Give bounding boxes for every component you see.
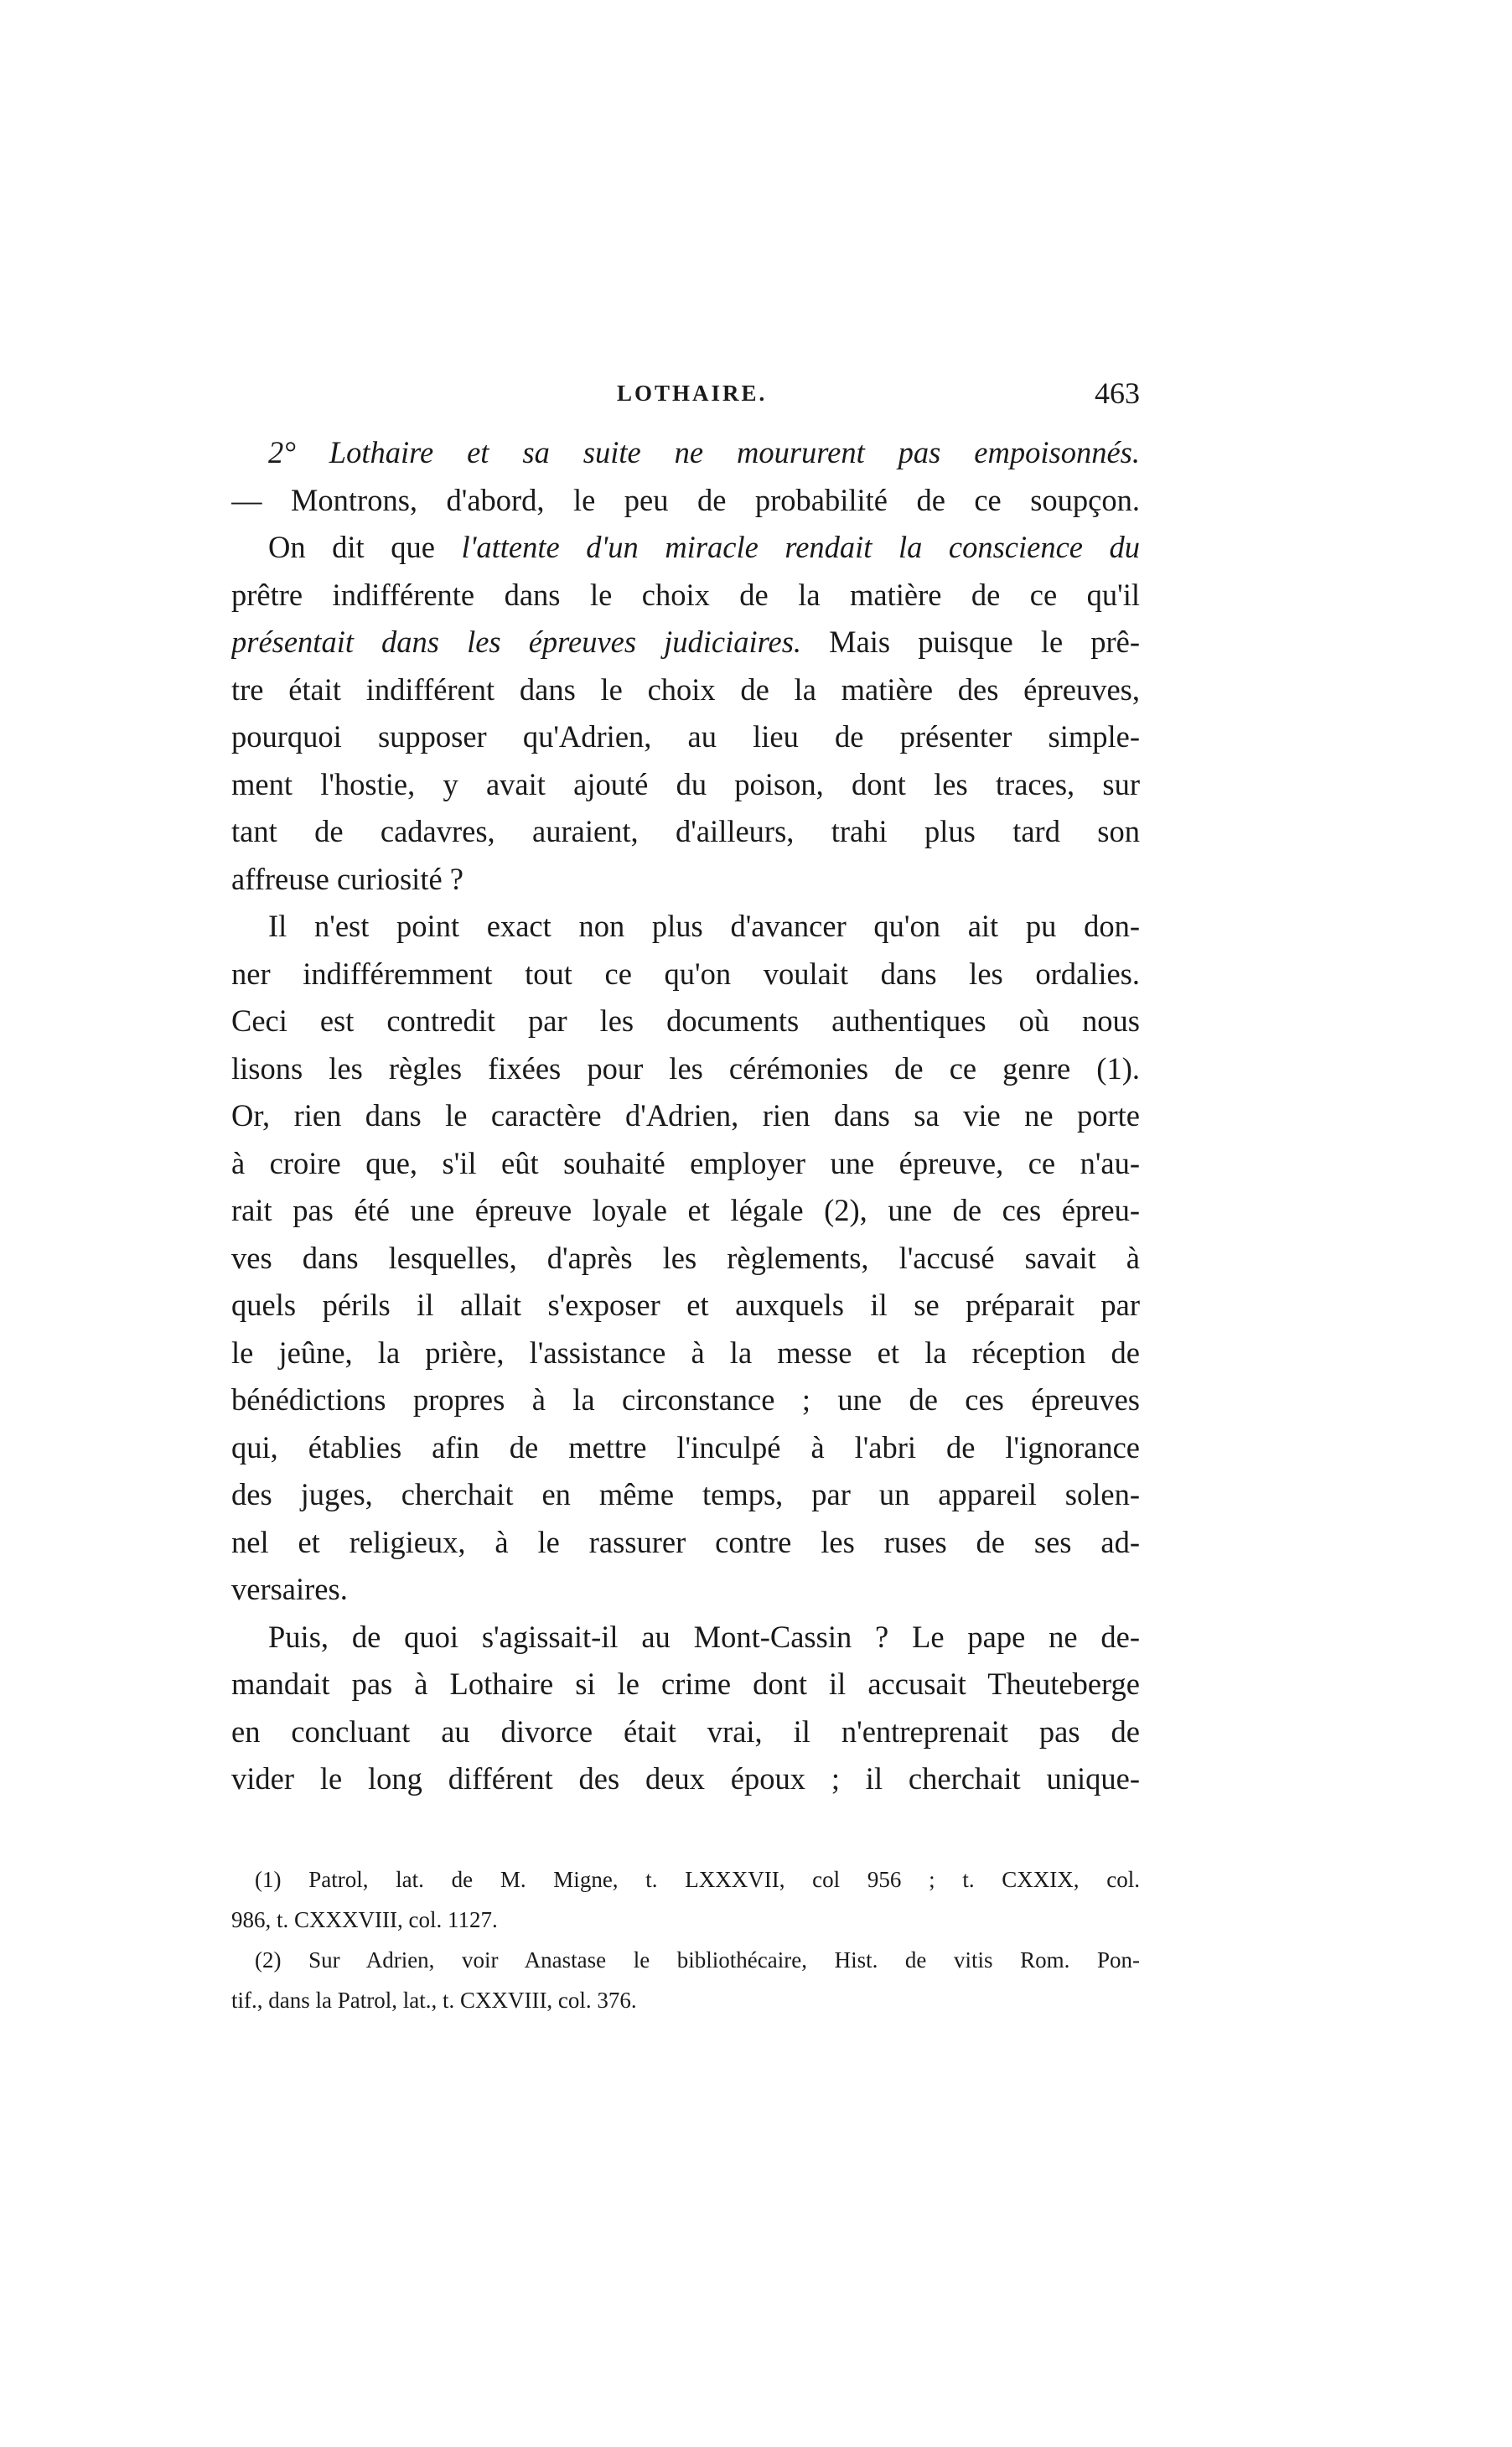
italic-run: l'attente d'un miracle rendait la conscience du: [461, 530, 1140, 564]
text-line-8: ment l'hostie, y avait ajouté du poison, dont les traces, sur: [231, 766, 1140, 801]
text-line-9: tant de cadavres, auraient, d'ailleurs, trahi plus tard son: [231, 814, 1140, 848]
text-line-29: vider le long différent des deux époux ; il cherchait unique-: [231, 1761, 1140, 1796]
text-line-7: pourquoi supposer qu'Adrien, au lieu de présenter simple-: [231, 719, 1140, 754]
text-line-28: en concluant au divorce était vrai, il n'entreprenait pas de: [231, 1713, 1140, 1749]
text-line-23: des juges, cherchait en même temps, par un appareil solen-: [231, 1477, 1140, 1511]
text-line-10: affreuse curiosité ?: [231, 861, 463, 896]
text-run: On dit que: [268, 530, 462, 564]
text-line-22: qui, établies afin de mettre l'inculpé à l'abri de l'ignorance: [231, 1429, 1140, 1465]
text-line-13: Ceci est contredit par les documents authentiques où nous: [231, 1003, 1140, 1038]
italic-run: présentait dans les épreuves judiciaires.: [231, 625, 802, 659]
running-title: LOTHAIRE.: [617, 381, 768, 406]
footnote-line-2: 986, t. CXXXVIII, col. 1127.: [231, 1907, 498, 1932]
main-text: [231, 429, 1140, 1803]
text-line-16: à croire que, s'il eût souhaité employer une épreuve, ce n'au-: [231, 1145, 1140, 1180]
text-line-20: le jeûne, la prière, l'assistance à la messe et la réception de: [231, 1335, 1140, 1370]
text-line-14: lisons les règles fixées pour les cérémonies de ce genre (1).: [231, 1050, 1140, 1086]
text-line-18: ves dans lesquelles, d'après les règlements, l'accusé savait à: [231, 1240, 1140, 1275]
footnote-line-3: (2) Sur Adrien, voir Anastase le bibliothécaire, Hist. de vitis Rom. Pon-: [255, 1947, 1140, 1973]
text-line-25: versaires.: [231, 1572, 348, 1606]
italic-run: 2° Lothaire et sa suite ne moururent pas empoisonnés.: [268, 435, 1140, 469]
text-line-5: [231, 619, 1140, 666]
text-line-15: Or, rien dans le caractère d'Adrien, rien dans sa vie ne porte: [231, 1098, 1140, 1133]
text-run: Mais puisque le prê-: [801, 625, 1140, 659]
page-number: 463: [1095, 376, 1140, 410]
text-line-17: rait pas été une épreuve loyale et légale (2), une de ces épreu-: [231, 1193, 1140, 1227]
text-line-27: mandait pas à Lothaire si le crime dont il accusait Theuteberge: [231, 1667, 1140, 1701]
text-line-6: tre était indifférent dans le choix de la matière des épreuves,: [231, 671, 1140, 707]
text-line-19: quels périls il allait s'exposer et auxquels il se préparait par: [231, 1288, 1140, 1322]
footnotes: [231, 1859, 1140, 2020]
footnote-line-1: (1) Patrol, lat. de M. Migne, t. LXXXVII, col 956 ; t. CXXIX, col.: [255, 1867, 1140, 1892]
text-line-12: ner indifféremment tout ce qu'on voulait dans les ordalies.: [231, 956, 1140, 991]
footnote-line-4: tif., dans la Patrol, lat., t. CXXVIII, col. 376.: [231, 1988, 637, 2013]
text-line-21: bénédictions propres à la circonstance ; une de ces épreuves: [231, 1382, 1140, 1417]
text-line-2: — Montrons, d'abord, le peu de probabilité de ce soupçon.: [231, 482, 1140, 517]
text-line-11: Il n'est point exact non plus d'avancer qu'on ait pu don-: [268, 909, 1140, 943]
text-line-4: prêtre indifférente dans le choix de la matière de ce qu'il: [231, 577, 1140, 612]
text-line-1: [231, 429, 1140, 477]
text-line-24: nel et religieux, à le rassurer contre les ruses de ses ad-: [231, 1524, 1140, 1559]
running-head: [231, 376, 1140, 423]
text-line-3: [231, 524, 1140, 572]
text-line-26: Puis, de quoi s'agissait-il au Mont-Cassin ? Le pape ne de-: [268, 1619, 1140, 1654]
